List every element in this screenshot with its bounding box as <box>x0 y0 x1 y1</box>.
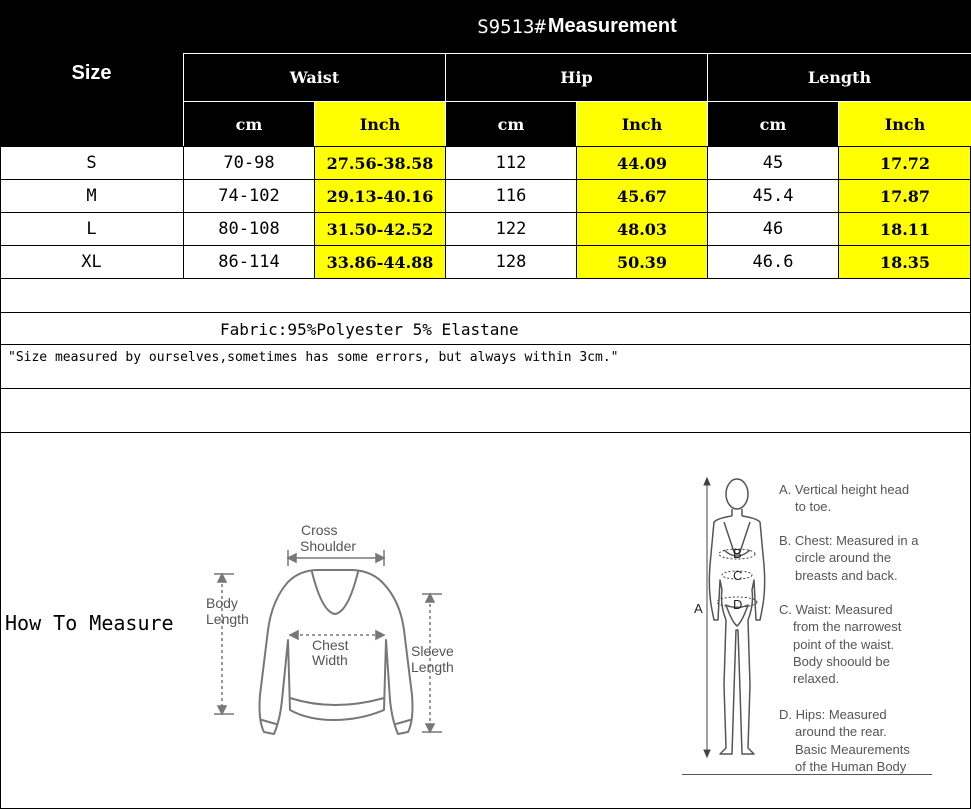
neckline <box>312 572 358 614</box>
waist-inch-cell: 33.86-44.88 <box>326 252 434 272</box>
legend-line: relaxed. <box>793 671 840 687</box>
waist-cm-cell: 86-114 <box>218 252 280 272</box>
legend-line: A. Vertical height head <box>779 482 910 497</box>
length-header-label: Length <box>807 68 872 87</box>
grid-line <box>0 179 971 180</box>
hip-inch-cell: 48.03 <box>616 219 668 239</box>
legend-line: Body shoould be <box>793 653 890 669</box>
sleeve-length-label: Length <box>411 659 454 675</box>
title-text: Measurement <box>547 15 677 37</box>
grid-line <box>183 146 184 278</box>
legend-line: point of the waist. <box>793 636 895 652</box>
unit-label: Inch <box>621 114 663 134</box>
length-cm-cell: 46 <box>762 219 784 239</box>
grid-line <box>707 146 708 278</box>
hip-inch-cell: 44.09 <box>616 153 668 173</box>
grid-line <box>0 388 971 389</box>
unit-cm-length <box>708 102 838 146</box>
marker-d: D <box>733 597 743 612</box>
hip-header <box>446 54 707 101</box>
marker-b: B <box>733 546 742 561</box>
hip-header-label: Hip <box>560 68 593 87</box>
length-cm-cell: 46.6 <box>752 252 794 272</box>
grid-line <box>314 146 315 278</box>
unit-inch-waist <box>315 102 445 146</box>
unit-label: cm <box>497 114 525 134</box>
hip-cm-cell: 116 <box>495 186 527 206</box>
fabric-text: Fabric:95%Polyester 5% Elastane <box>220 320 519 339</box>
grid-line <box>0 245 971 246</box>
unit-label: Inch <box>884 114 926 134</box>
hip-inch-cell: 45.67 <box>616 186 668 206</box>
hip-cm-cell: 112 <box>495 153 527 173</box>
hem-band <box>290 698 384 705</box>
body-length-label: Length <box>206 611 249 627</box>
length-inch-cell: 17.72 <box>879 153 931 173</box>
grid-line <box>0 146 1 809</box>
how-to-measure-label: How To Measure <box>5 611 174 635</box>
legend-line: C. Waist: Measured <box>779 602 893 617</box>
legend-line: to toe. <box>795 499 832 515</box>
legend-line: of the Human Body <box>795 758 907 774</box>
waist-header <box>184 54 445 101</box>
unit-label: Inch <box>359 114 401 134</box>
grid-line <box>838 146 839 278</box>
grid-line <box>0 146 971 147</box>
size-cell: M <box>86 186 97 206</box>
grid-line <box>0 278 971 279</box>
waist-inch-cell: 27.56-38.58 <box>326 153 434 173</box>
hip-cm-cell: 128 <box>495 252 527 272</box>
hip-inch-cell: 50.39 <box>616 252 668 272</box>
waist-cm-cell: 74-102 <box>218 186 280 206</box>
cross-shoulder-label: Cross <box>301 522 338 538</box>
grid-line <box>0 808 971 809</box>
length-cm-cell: 45.4 <box>752 186 794 206</box>
size-header-cell <box>0 0 183 146</box>
waist-cm-cell: 80-108 <box>218 219 280 239</box>
length-inch-cell: 18.35 <box>879 252 931 272</box>
grid-line <box>0 344 971 345</box>
length-cm-cell: 45 <box>762 153 784 173</box>
unit-cm-hip <box>446 102 576 146</box>
unit-label: cm <box>759 114 787 134</box>
legend-line: around the rear. <box>795 724 887 740</box>
size-cell: XL <box>81 252 102 272</box>
unit-inch-hip <box>577 102 707 146</box>
grid-line <box>0 312 971 313</box>
chest-width-label: Width <box>312 652 348 668</box>
waist-inch-cell: 29.13-40.16 <box>326 186 434 206</box>
legend-line: B. Chest: Measured in a <box>779 533 919 548</box>
marker-a: A <box>694 601 703 616</box>
waist-header-label: Waist <box>289 68 340 87</box>
legend-line: D. Hips: Measured <box>779 707 887 722</box>
body-length-label: Body <box>206 595 238 611</box>
head-outline <box>726 479 748 509</box>
grid-line <box>0 432 971 433</box>
length-inch-cell: 17.87 <box>879 186 931 206</box>
unit-cm-waist <box>184 102 314 146</box>
size-header-label: Size <box>71 61 112 84</box>
cross-shoulder-label: Shoulder <box>300 538 357 554</box>
size-cell: L <box>86 219 97 239</box>
legend-line: breasts and back. <box>795 567 898 583</box>
title-code: S9513# <box>477 15 546 38</box>
length-header <box>708 54 971 101</box>
hip-cm-cell: 122 <box>495 219 527 239</box>
title-cell <box>183 0 971 53</box>
unit-label: cm <box>235 114 263 134</box>
waist-cm-cell: 70-98 <box>223 153 275 173</box>
grid-line <box>445 146 446 278</box>
chest-width-label: Chest <box>312 637 349 653</box>
marker-c: C <box>733 568 743 583</box>
length-inch-cell: 18.11 <box>879 219 931 239</box>
legend-line: Basic Meaurements <box>795 741 910 757</box>
waist-inch-cell: 31.50-42.52 <box>326 219 434 239</box>
body-figure-diagram <box>690 470 785 770</box>
sleeve-length-label: Sleeve <box>411 643 454 659</box>
size-cell: S <box>86 153 97 173</box>
grid-line <box>576 146 577 278</box>
disclaimer-text: "Size measured by ourselves,sometimes has some errors, but always within 3cm." <box>8 350 619 365</box>
legend-line: circle around the <box>795 550 892 566</box>
legend-line: from the narrowest <box>793 619 902 635</box>
unit-inch-length <box>839 102 971 146</box>
grid-line <box>0 212 971 213</box>
